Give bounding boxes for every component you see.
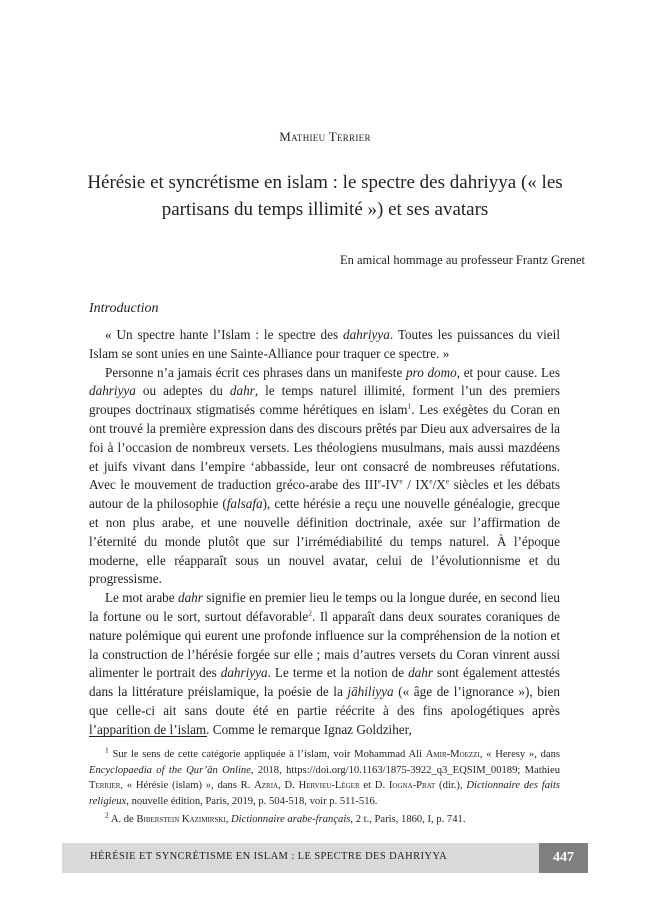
body-text bbox=[89, 326, 560, 740]
dedication: En amical hommage au professeur Frantz Grenet bbox=[339, 253, 585, 267]
paragraph: Le mot arabe dahr signifie en premier lieu le temps ou la longue durée, en second lieu la fortune ou le sort, surtout défavorable$^2$. Il apparaît dans deux sourates coraniques de nature polémique qui eurent une profonde influence sur la compréhension de la notion et la construction de l’hérésie forgée sur elle ; mais d’autres versets du Coran vinrent aussi alimenter le portrait des dahriyya. Le terme et la notion de dahr sont également attestés dans la littérature préislamique, la poésie de la jāhiliyya (« âge de l’ignorance »), bien que celle-ci ait sans doute été en partie réécrite à des fins apologétiques après l’apparition de l’islam. Comme le remarque Ignaz Goldziher, bbox=[89, 590, 561, 737]
page-number: 447 bbox=[539, 843, 588, 873]
footnote: $^1$ Sur le sens de cette catégorie appliquée à l’islam, voir Mohammad Ali Amir-Moezzi, « Heresy », dans Encyclopaedia of the Qur’ān Online, 2018, https://doi.org/10.1163/1875-3922_q3_EQSIM_00189; Mathieu Terrier, « Hérésie (islam) », dans R. Azria, D. Hervieu-Léger et D. Iogna-Prat (dir.), Dictionnaire des faits religieux, nouvelle édition, Paris, 2019, p. 504-518, voir p. 511-516. bbox=[89, 745, 561, 807]
footnote: $^2$ A. de Biberstein Kazimirski, Dictionnaire arabe-français, 2 t., Paris, 1860, I, p. 741. bbox=[105, 810, 466, 825]
section-heading: Introduction bbox=[89, 301, 159, 316]
footnote-divider bbox=[89, 736, 207, 737]
footnotes bbox=[89, 747, 560, 831]
author-name: Mathieu Terrier bbox=[279, 129, 371, 144]
paragraph: « Un spectre hante l’Islam : le spectre des dahriyya. Toutes les puissances du vieil Islam se sont unies en une Sainte-Alliance pour traquer ce spectre. » bbox=[89, 327, 560, 361]
running-title: HÉRÉSIE ET SYNCRÉTISME EN ISLAM : LE SPECTRE DES DAHRIYYA bbox=[90, 851, 448, 862]
paragraph: Personne n’a jamais écrit ces phrases dans un manifeste pro domo, et pour cause. Les dahriyya ou adeptes du dahr, le temps naturel illimité, forment l’un des premiers groupes doctrinaux stigmatisés comme hérétiques en islam$^1$. Les exégètes du Coran en ont trouvé la première expression dans des discours prêtés par Dieu aux adversaires de la foi à l’occasion de nombreux versets. Les théologiens musulmans, mais aussi mazdéens et juifs vivant dans l’empire ‘abbasside, leur ont consacré de nombreuses réfutations. Avec le mouvement de traduction gréco-arabe des IIIe-IVe / IXe/Xe siècles et les débats autour de la philosophie (falsafa), cette hérésie a reçu une nouvelle généalogie, grecque et non plus arabe, et une nouvelle définition doctrinale, axée sur l’affirmation de l’éternité du monde plutôt que sur l’irrémédiabilité du temps naturel. À l’époque moderne, elle réapparaît sous un nouvel avatar, celui de l’évolutionnisme et du progressisme. bbox=[89, 364, 560, 587]
article-title: Hérésie et syncrétisme en islam : le spectre des dahriyya (« les partisans du temps illimité ») et ses avatars bbox=[87, 172, 563, 220]
